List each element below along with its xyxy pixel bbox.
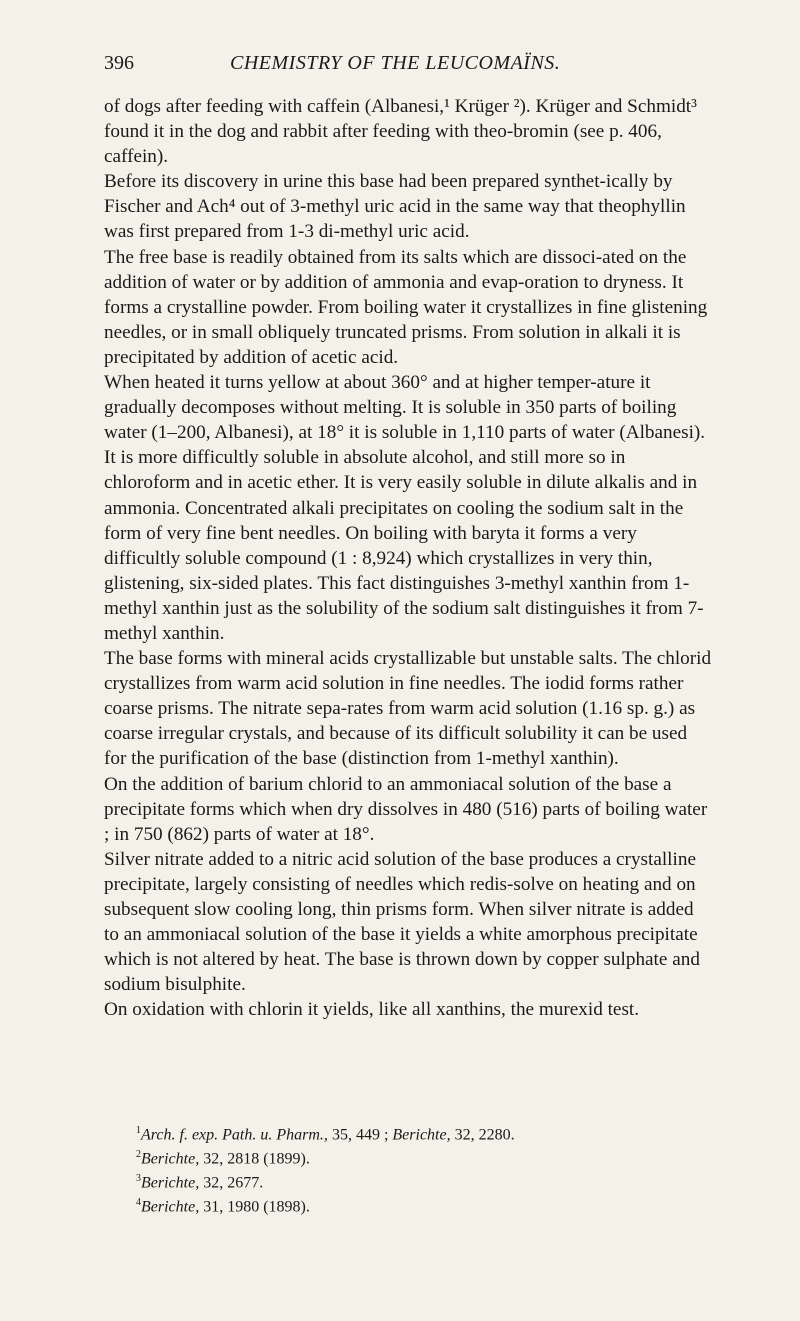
- footnote-number: 1: [136, 1125, 141, 1136]
- page-number: 396: [104, 52, 134, 74]
- footnote: [136, 1193, 716, 1217]
- paragraph: Before its discovery in urine this base had been prepared synthet-ically by Fischer and Ach⁴ out of 3-methyl uric acid in the same way that theophyllin was first prepared from 1-3 di-methyl uric acid.: [104, 171, 686, 243]
- footnotes: [136, 1121, 716, 1218]
- footnote-ref: 32, 2677.: [199, 1174, 264, 1192]
- paragraph: Silver nitrate added to a nitric acid solution of the base produces a crystalline precipitate, largely consisting of needles which redis-solve on heating and on subsequent slow cooling long, thin prisms form. When silver nitrate is added to an ammoniacal solution of the base it yields a white amorphous precipitate which is not altered by heat. The base is thrown down by copper sulphate and sodium bisulphite.: [104, 848, 700, 996]
- paragraph: of dogs after feeding with caffein (Albanesi,¹ Krüger ²). Krüger and Schmidt³ found it in the dog and rabbit after feeding with theo-bromin (see p. 406, caffein).: [104, 96, 697, 168]
- paragraph: When heated it turns yellow at about 360° and at higher temper-ature it gradually decomposes without melting. It is soluble in 350 parts of boiling water (1–200, Albanesi), at 18° it is soluble in 1,110 parts of water (Albanesi). It is more difficultly soluble in absolute alcohol, and still more so in chloroform and in acetic ether. It is very easily soluble in dilute alkalis and in ammonia. Concentrated alkali precipitates on cooling the sodium salt in the form of very fine bent needles. On boiling with baryta it forms a very difficultly soluble compound (1 : 8,924) which crystallizes in very thin, glistening, six-sided plates. This fact distinguishes 3-methyl xanthin from 1-methyl xanthin just as the solubility of the sodium salt distinguishes it from 7-methyl xanthin.: [104, 372, 706, 644]
- footnote-ref: 32, 2818 (1899).: [199, 1150, 310, 1168]
- footnote-number: 4: [136, 1197, 141, 1209]
- footnote-ref: 35, 449 ;: [327, 1126, 393, 1144]
- paragraph: The base forms with mineral acids crystallizable but unstable salts. The chlorid crystallizes from warm acid solution in fine needles. The iodid forms rather coarse prisms. The nitrate sepa-rates from warm acid solution (1.16 sp. g.) as coarse irregular crystals, and because of its difficult solubility it can be used for the purification of the base (distinction from 1-methyl xanthin).: [104, 648, 712, 770]
- page-header: [104, 52, 704, 78]
- footnote-journal: Berichte,: [392, 1126, 451, 1144]
- running-title: CHEMISTRY OF THE LEUCOMAÏNS.: [230, 52, 561, 74]
- footnote: [136, 1169, 716, 1193]
- paragraph: The free base is readily obtained from its salts which are dissoci-ated on the addition of water or by addition of ammonia and evap-oration to dryness. It forms a crystalline powder. From boiling water it crystallizes in fine glistening needles, or in small obliquely truncated prisms. From solution in alkali it is precipitated by addition of acetic acid.: [104, 246, 708, 368]
- footnote-number: 2: [136, 1149, 141, 1161]
- footnote-journal: Berichte,: [141, 1174, 200, 1192]
- paragraph: On the addition of barium chlorid to an ammoniacal solution of the base a precipitate forms which when dry dissolves in 480 (516) parts of boiling water ; in 750 (862) parts of water at 18°.: [104, 773, 708, 845]
- footnote-journal: Berichte,: [141, 1198, 200, 1216]
- footnote-number: 3: [136, 1173, 141, 1185]
- footnote: [136, 1145, 716, 1169]
- body-text: [104, 94, 712, 1022]
- paragraph: On oxidation with chlorin it yields, like all xanthins, the murexid test.: [104, 999, 640, 1021]
- footnote-ref: 32, 2280.: [450, 1126, 515, 1144]
- footnote-journal: Arch. f. exp. Path. u. Pharm.,: [141, 1126, 328, 1144]
- footnote-ref: 31, 1980 (1898).: [199, 1198, 310, 1216]
- footnote: [136, 1121, 716, 1145]
- footnote-journal: Berichte,: [141, 1150, 200, 1168]
